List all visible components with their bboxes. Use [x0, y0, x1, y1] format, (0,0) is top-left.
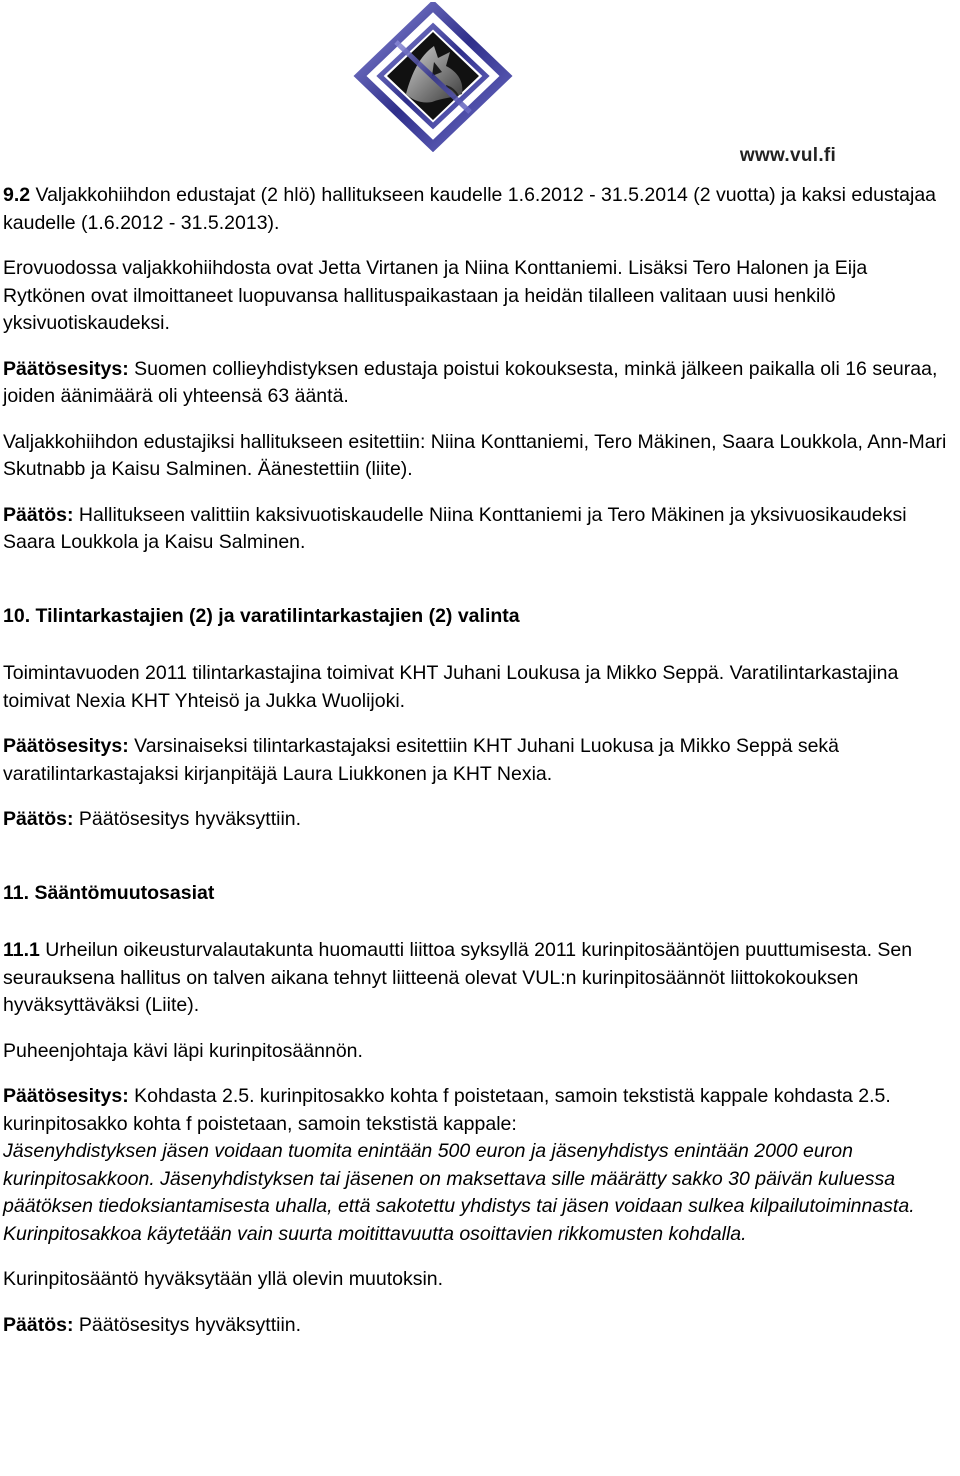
paragraph: Kurinpitosääntö hyväksytään yllä olevin muutoksin. — [3, 1268, 444, 1290]
decision-label: Päätös: — [3, 1313, 74, 1336]
subsection-number: 11.1 — [3, 939, 40, 961]
quoted-rule-text: Jäsenyhdistyksen jäsen voidaan tuomita enintään 500 euron ja jäsenyhdistys enintään 2000 euron kurinpitosakkoon. Jäsenyhdistyksen tai jäsenen on maksettava sille määrätty sakko 30 päivän kuluessa päätöksen tiedoksiantamisesta uhalla, että sakotettu yhdistys tai jäsen voidaan sulkea kilpailutoiminnasta. Kurinpitosakkoa käytetään vain suurta moitittavuutta osoittavien rikkomusten kohdalla. — [3, 1140, 915, 1245]
decision-text: Hallitukseen valittiin kaksivuotiskaudelle Niina Konttaniemi ja Tero Mäkinen ja yksivuosikaudeksi Saara Loukkola ja Kaisu Salminen. — [3, 503, 907, 553]
document-body — [3, 182, 953, 1339]
paragraph: Toimintavuoden 2011 tilintarkastajina toimivat KHT Juhani Loukusa ja Mikko Seppä. Varatilintarkastajina toimivat Nexia KHT Yhteisö ja Jukka Wuolijoki. — [3, 662, 899, 712]
decision-label: Päätös: — [3, 808, 74, 830]
paragraph: Puheenjohtaja kävi läpi kurinpitosäännön. — [3, 1039, 363, 1062]
decision — [3, 1312, 953, 1340]
decision-proposal — [3, 356, 953, 411]
paragraph: Valjakkohiihdon edustajiksi hallitukseen esitettiin: Niina Konttaniemi, Tero Mäkinen, Saara Loukkola, Ann-Mari Skutnabb ja Kaisu Salminen. Äänestettiin (liite). — [3, 430, 947, 480]
paragraph: Erovuodossa valjakkohiihdosta ovat Jetta Virtanen ja Niina Konttaniemi. Lisäksi Tero Halonen ja Eija Rytkönen ovat ilmoittaneet luopuvansa hallituspaikastaan ja heidän tilalleen valitaan uusi henkilö yksivuotiskaudeksi. — [3, 257, 868, 334]
proposal-text: Kohdasta 2.5. kurinpitosakko kohta f poistetaan, samoin tekstistä kappale kohdasta 2.5. kurinpitosakko kohta f poistetaan, samoin tekstistä kappale: — [3, 1085, 891, 1135]
subsection-text: Urheilun oikeusturvalautakunta huomautti liittoa syksyllä 2011 kurinpitosääntöjen puuttumisesta. Sen seurauksena hallitus on talven aikana tehnyt liitteenä olevat VUL:n kurinpitosäännöt liittokokouksen hyväksyttäväksi (Liite). — [3, 939, 913, 1016]
proposal-label: Päätösesitys: — [3, 357, 129, 380]
vul-logo — [346, 2, 837, 172]
section-11-heading: 11. Sääntömuutosasiat — [3, 881, 215, 904]
decision-text: Päätösesitys hyväksyttiin. — [73, 1313, 302, 1336]
decision-label: Päätös: — [3, 503, 74, 526]
section-number: 9.2 — [3, 184, 31, 206]
decision-proposal — [3, 1083, 953, 1138]
proposal-label: Päätösesitys: — [3, 1085, 129, 1107]
logo-url-text: www.vul.fi — [739, 145, 837, 166]
proposal-text: Varsinaiseksi tilintarkastajaksi esitettiin KHT Juhani Luokusa ja Mikko Seppä sekä varatilintarkastajaksi kirjanpitäjä Laura Liukkonen ja KHT Nexia. — [3, 735, 840, 785]
section-10-heading: 10. Tilintarkastajien (2) ja varatilintarkastajien (2) valinta — [3, 604, 520, 627]
section-9-2-title — [3, 182, 953, 237]
vul-logo-emblem — [346, 2, 516, 152]
decision-proposal — [3, 733, 953, 788]
decision — [3, 806, 953, 834]
section-title-text: Valjakkohiihdon edustajat (2 hlö) hallitukseen kaudelle 1.6.2012 - 31.5.2014 (2 vuotta) ja kaksi edustajaa kaudelle (1.6.2012 - 31.5.2013). — [3, 184, 937, 234]
proposal-label: Päätösesitys: — [3, 735, 129, 757]
proposal-text: Suomen collieyhdistyksen edustaja poistui kokouksesta, minkä jälkeen paikalla oli 16 seuraa, joiden äänimäärä oli yhteensä 63 ääntä. — [3, 357, 938, 407]
decision-text: Päätösesitys hyväksyttiin. — [73, 808, 302, 830]
subsection-11-1 — [3, 937, 953, 1020]
decision — [3, 502, 953, 557]
